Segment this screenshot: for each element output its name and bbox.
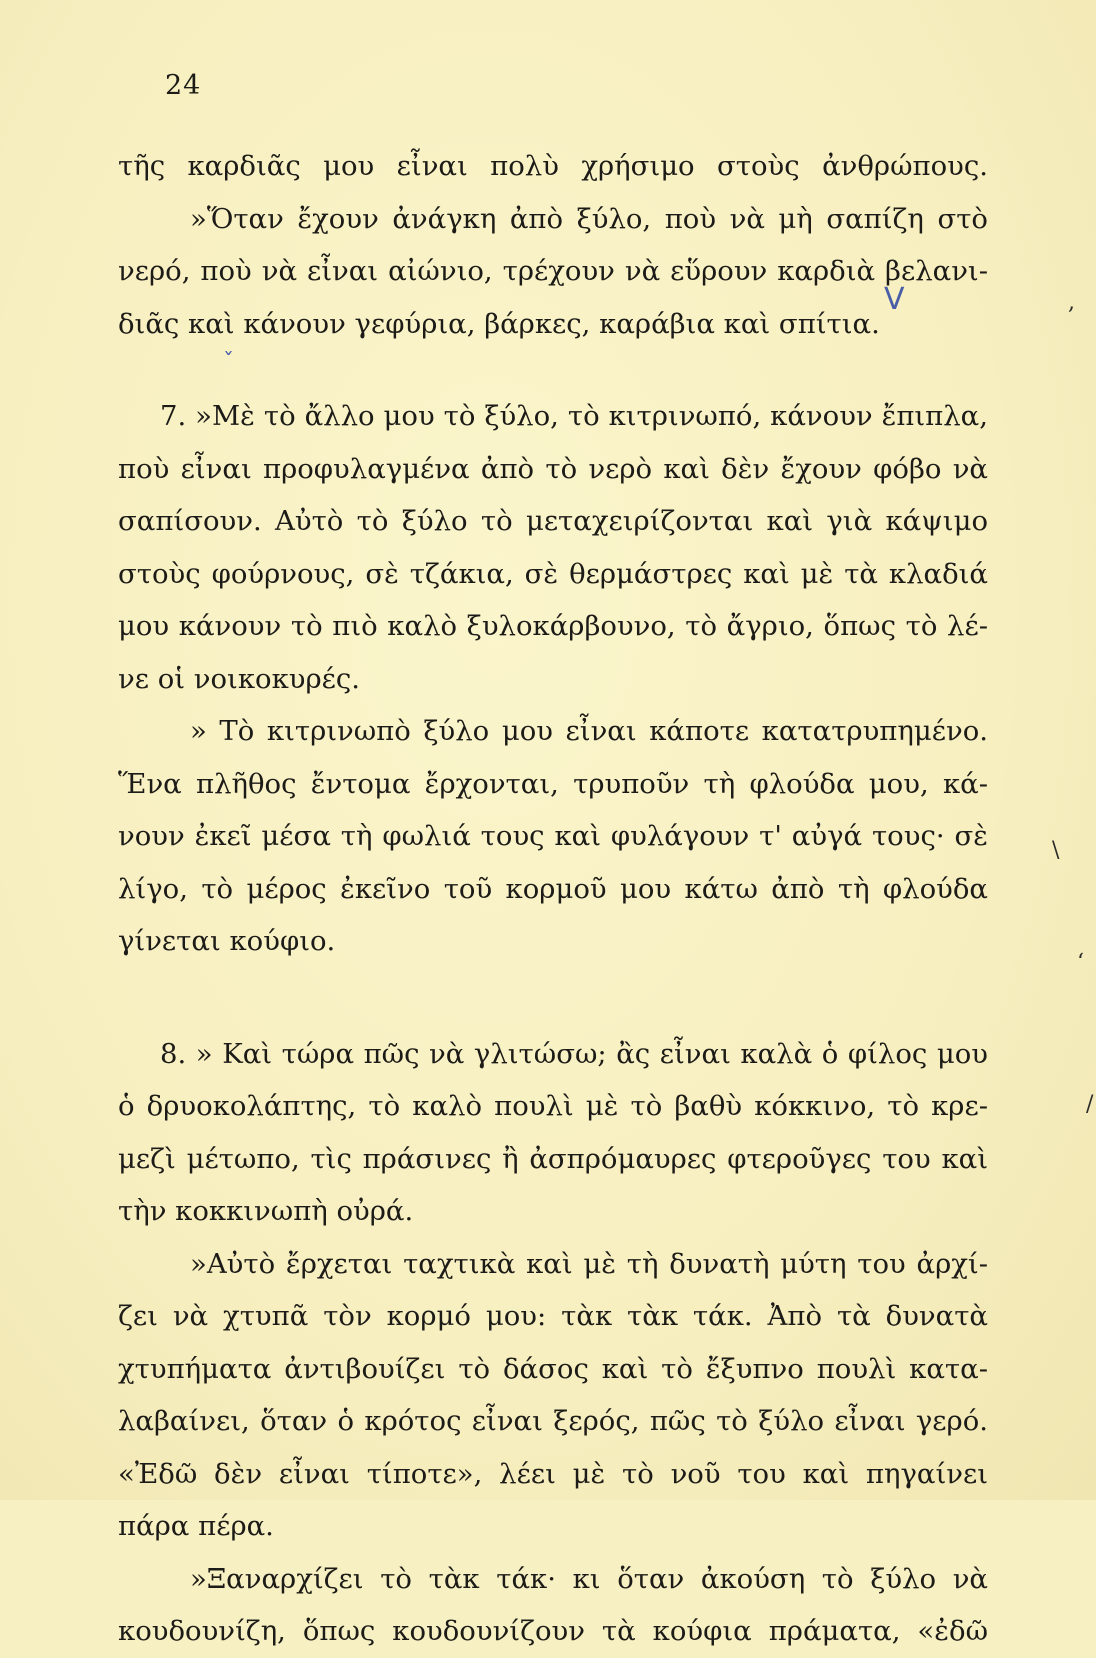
text-line: »Ξαναρχίζει τὸ τὰκ τάκ· κι ὅταν ἀκούση τὸ ξύλο νὰ [190,1562,988,1595]
text-line: τῆς καρδιᾶς μου εἶναι πολὺ χρήσιμο στοὺς ἀνθρώπους. [118,150,988,182]
text-line: » Τὸ κιτρινωπὸ ξύλο μου εἶναι κάποτε κατατρυπημένο. [190,715,988,747]
text-line: ζει νὰ χτυπᾶ τὸν κορμό μου: τὰκ τὰκ τάκ. Ἀπὸ τὰ δυνατὰ [118,1300,988,1332]
text-line: λαβαίνει, ὅταν ὁ κρότος εἶναι ξερός, πῶς τὸ ξύλο εἶναι γερό. [118,1405,988,1437]
text-line: στοὺς φούρνους, σὲ τζάκια, σὲ θερμάστρες καὶ μὲ τὰ κλαδιά [118,557,988,590]
text-line: λίγο, τὸ μέρος ἐκεῖνο τοῦ κορμοῦ μου κάτω ἀπὸ τὴ φλούδα [118,872,988,905]
text-line: σαπίσουν. Αὐτὸ τὸ ξύλο τὸ μεταχειρίζονται καὶ γιὰ κάψιμο [118,505,988,537]
text-line: νουν ἐκεῖ μέσα τὴ φωλιά τους καὶ φυλάγουν τ' αὐγά τους· σὲ [118,820,988,852]
text-line: μεζὶ μέτωπο, τὶς πράσινες ἢ ἀσπρόμαυρες φτεροῦγες του καὶ [118,1142,988,1175]
text-line: 8. » Καὶ τώρα πῶς νὰ γλιτώσω; ἂς εἶναι καλὰ ὁ φίλος μου [160,1037,988,1070]
handwritten-check-mark: V [884,282,905,317]
text-line: ποὺ εἶναι προφυλαγμένα ἀπὸ τὸ νερὸ καὶ δὲν ἔχουν φόβο νὰ [118,452,988,485]
text-line: διᾶς καὶ κάνουν γεφύρια, βάρκες, καράβια καὶ σπίτια. [118,307,880,340]
text-line: νερό, ποὺ νὰ εἶναι αἰώνιο, τρέχουν νὰ εὕρουν καρδιὰ βελανι- [118,255,988,287]
paper-speck: , [1068,290,1075,315]
text-line: »Ὅταν ἔχουν ἀνάγκη ἀπὸ ξύλο, ποὺ νὰ μὴ σαπίζη στὸ [190,202,988,235]
body-text [118,140,988,1658]
paper-speck: / [1086,1092,1094,1117]
text-line: «Ἐδῶ δὲν εἶναι τίποτε», λέει μὲ τὸ νοῦ του καὶ πηγαίνει [118,1457,988,1490]
text-line: γίνεται κούφιο. [118,925,336,957]
text-line: πάρα πέρα. [118,1510,274,1542]
text-line: νε οἱ νοικοκυρές. [118,662,361,695]
text-line: »Αὐτὸ ἔρχεται ταχτικὰ καὶ μὲ τὴ δυνατὴ μύτη του ἀρχί- [190,1247,988,1280]
text-line: τὴν κοκκινωπὴ οὐρά. [118,1195,414,1227]
text-line: κουδουνίζη, ὅπως κουδουνίζουν τὰ κούφια πράματα, «ἐδῶ [118,1615,988,1647]
text-line: χτυπήματα ἀντιβουίζει τὸ δάσος καὶ τὸ ἔξυπνο πουλὶ κατα- [118,1352,988,1385]
paper-speck: ‘ [1077,950,1084,975]
text-line: ὁ δρυοκολάπτης, τὸ καλὸ πουλὶ μὲ τὸ βαθὺ κόκκινο, τὸ κρε- [118,1090,988,1122]
handwritten-tick-mark: ˇ [223,350,234,375]
paper-speck: \ [1052,838,1060,863]
page-number: 24 [165,70,202,101]
text-line: 7. »Μὲ τὸ ἄλλο μου τὸ ξύλο, τὸ κιτρινωπό, κάνουν ἔπιπλα, [160,400,988,432]
text-line: μου κάνουν τὸ πιὸ καλὸ ξυλοκάρβουνο, τὸ ἄγριο, ὅπως τὸ λέ- [118,610,988,642]
text-line: Ἕνα πλῆθος ἔντομα ἔρχονται, τρυποῦν τὴ φλούδα μου, κά- [118,767,988,800]
